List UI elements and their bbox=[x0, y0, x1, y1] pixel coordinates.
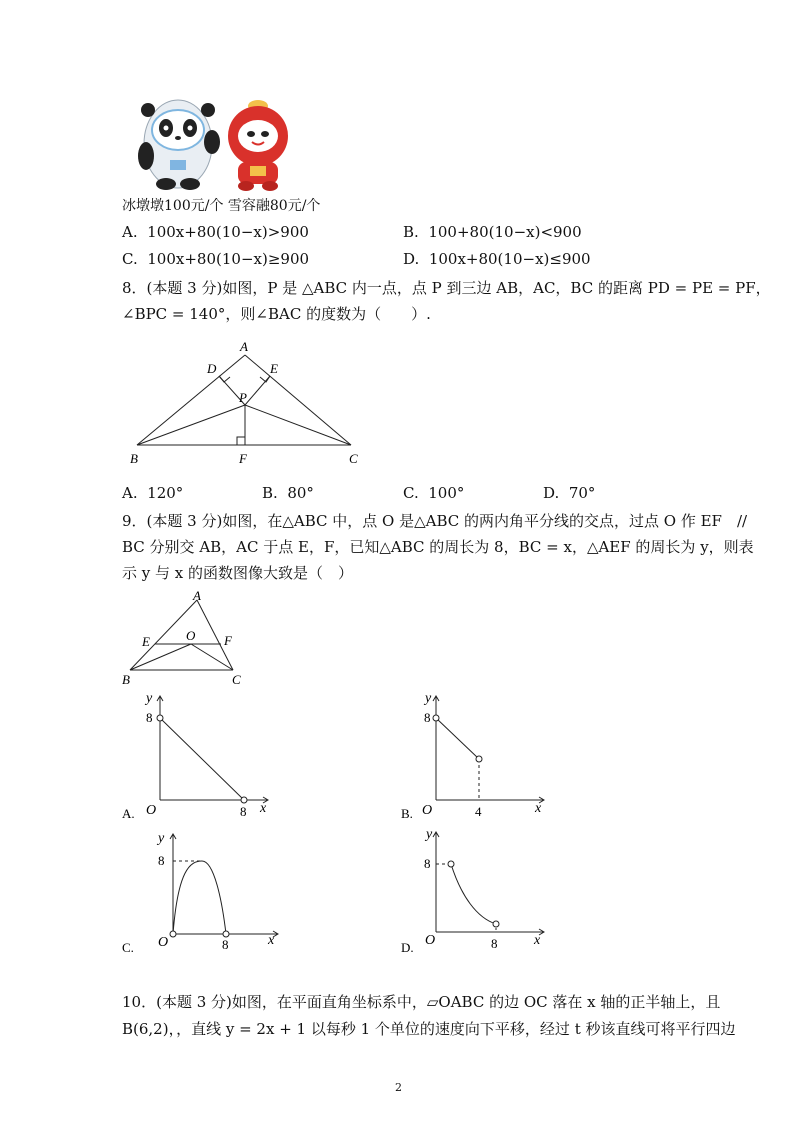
q9-graph-d-x-tick: 8 bbox=[491, 936, 498, 951]
q8-label-b: B bbox=[130, 451, 138, 466]
q9-graph-d-option-label: D. bbox=[401, 940, 414, 955]
q8-stem-line2: ∠BPC = 140°，则∠BAC 的度数为（ ）. bbox=[122, 305, 431, 323]
q7-option-a-label: A. bbox=[122, 223, 138, 241]
q9-label-o: O bbox=[186, 628, 196, 643]
q9-graph-a-y-tick: 8 bbox=[146, 710, 153, 725]
q8-option-d bbox=[543, 484, 595, 502]
q8-option-c-text: 100° bbox=[428, 484, 465, 502]
q8-label-d: D bbox=[207, 361, 217, 376]
q7-option-b-label: B. bbox=[403, 223, 419, 241]
q9-label-f: F bbox=[224, 633, 232, 648]
q9-label-e: E bbox=[142, 634, 150, 649]
mascots-image bbox=[130, 96, 300, 192]
q9-graph-b-x-label: x bbox=[535, 801, 542, 816]
page-number: 2 bbox=[395, 1081, 402, 1094]
q9-graph-b-option-label: B. bbox=[401, 806, 413, 821]
q8-label-c: C bbox=[349, 451, 358, 466]
mascots-price-caption: 冰墩墩100元/个 雪容融80元/个 bbox=[122, 198, 321, 214]
q8-option-a bbox=[122, 484, 183, 502]
q9-graph-c-x-tick: 8 bbox=[222, 937, 229, 952]
q9-graph-a-option-label: A. bbox=[122, 806, 135, 821]
q9-stem-line2: BC 分别交 AB，AC 于点 E，F，已知△ABC 的周长为 8，BC = x，△AEF 的周长为 y，则表 bbox=[122, 538, 754, 556]
q7-option-d-label: D. bbox=[403, 250, 420, 268]
q7-option-d bbox=[403, 250, 591, 268]
q7-option-c-text: 100x+80(10−x)≥900 bbox=[147, 250, 310, 268]
q9-graph-c-origin: O bbox=[158, 935, 169, 950]
q9-graph-d-origin: O bbox=[425, 933, 436, 948]
q8-option-d-text: 70° bbox=[568, 484, 596, 502]
q10-stem-line2: B(6,2)，，直线 y = 2x + 1 以每秒 1 个单位的速度向下平移，经过 t 秒该直线可将平行四边 bbox=[122, 1020, 736, 1038]
q7-option-b-text: 100+80(10−x)<900 bbox=[428, 223, 582, 241]
q8-option-b-label: B. bbox=[262, 484, 278, 502]
q7-option-c-label: C. bbox=[122, 250, 138, 268]
q7-option-d-text: 100x+80(10−x)≤900 bbox=[428, 250, 591, 268]
q7-option-b bbox=[403, 223, 582, 241]
q8-label-f: F bbox=[239, 451, 247, 466]
q9-triangle-figure bbox=[118, 588, 253, 688]
q9-graph-c-y-label: y bbox=[158, 831, 165, 846]
q9-graph-a-y-label: y bbox=[146, 691, 153, 706]
q9-graph-a-x-tick: 8 bbox=[240, 804, 247, 819]
q9-graph-b-origin: O bbox=[422, 803, 433, 818]
q9-graph-d-x-label: x bbox=[534, 933, 541, 948]
q8-option-c-label: C. bbox=[403, 484, 419, 502]
q9-graph-c bbox=[118, 830, 288, 960]
q8-label-a: A bbox=[240, 339, 248, 354]
q9-graph-d-y-label: y bbox=[426, 827, 433, 842]
q9-graph-b bbox=[399, 688, 559, 823]
q8-option-a-text: 120° bbox=[147, 484, 184, 502]
q9-graph-d bbox=[399, 826, 559, 960]
q9-graph-c-option-label: C. bbox=[122, 940, 134, 955]
q9-graph-a-origin: O bbox=[146, 803, 157, 818]
q8-stem-line1: 8．(本题 3 分)如图，P 是 △ABC 内一点，点 P 到三边 AB，AC，BC 的距离 PD = PE = PF， bbox=[122, 279, 771, 297]
q9-graph-c-x-label: x bbox=[268, 933, 275, 948]
q9-label-a: A bbox=[193, 588, 201, 603]
q8-option-c bbox=[403, 484, 464, 502]
q7-option-c bbox=[122, 250, 309, 268]
q9-graph-a bbox=[118, 688, 278, 823]
q10-stem-line1: 10．(本题 3 分)如图，在平面直角坐标系中，▱OABC 的边 OC 落在 x 轴的正半轴上，且 bbox=[122, 993, 721, 1011]
q9-graph-b-y-label: y bbox=[425, 691, 432, 706]
q8-option-a-label: A. bbox=[122, 484, 138, 502]
q8-label-e: E bbox=[270, 361, 278, 376]
q8-option-b bbox=[262, 484, 314, 502]
q9-stem-line3: 示 y 与 x 的函数图像大致是（ ） bbox=[122, 564, 354, 582]
q9-label-c: C bbox=[232, 672, 241, 687]
q9-graph-d-y-tick: 8 bbox=[424, 856, 431, 871]
q9-graph-b-x-tick: 4 bbox=[475, 804, 482, 819]
q7-option-a-text: 100x+80(10−x)>900 bbox=[147, 223, 309, 241]
q8-triangle-figure bbox=[125, 335, 370, 470]
q9-label-b: B bbox=[122, 672, 130, 687]
shuey-rhon-rhon-mascot bbox=[228, 100, 288, 191]
q8-label-p: P bbox=[239, 390, 247, 405]
q8-option-b-text: 80° bbox=[287, 484, 314, 502]
q8-option-d-label: D. bbox=[543, 484, 560, 502]
q7-option-a bbox=[122, 223, 309, 241]
q9-stem-line1: 9．(本题 3 分)如图，在△ABC 中，点 O 是△ABC 的两内角平分线的交点，过点 O 作 EF // bbox=[122, 512, 748, 530]
q9-graph-b-y-tick: 8 bbox=[424, 710, 431, 725]
bing-dwen-dwen-mascot bbox=[138, 100, 220, 190]
q9-graph-c-y-tick: 8 bbox=[158, 853, 165, 868]
q9-graph-a-x-label: x bbox=[260, 801, 267, 816]
